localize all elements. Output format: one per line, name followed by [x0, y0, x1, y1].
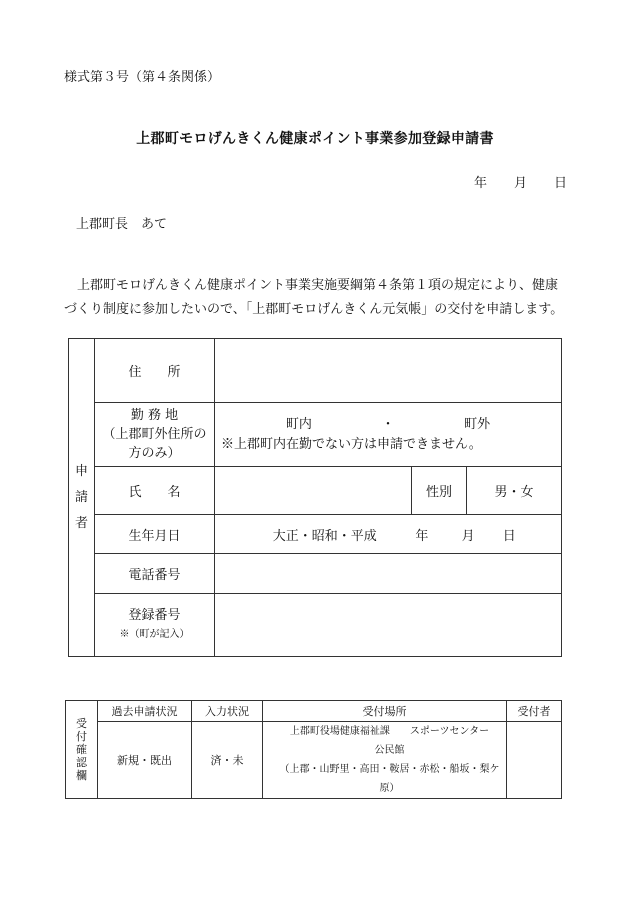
- workplace-note: ※上郡町内在勤でない方は申請できません。: [221, 436, 482, 452]
- birthdate-field[interactable]: [215, 515, 562, 554]
- date-month-label: 月: [514, 176, 528, 191]
- workplace-label-line-3: 方のみ）: [128, 446, 181, 461]
- receiver-field[interactable]: [507, 722, 562, 799]
- gender-label: 性別: [412, 467, 467, 515]
- birthdate-label: 生年月日: [95, 515, 215, 554]
- reception-places: [263, 722, 507, 799]
- workplace-label-line-1: 勤 務 地: [130, 408, 179, 423]
- header-input-status: 入力状況: [192, 701, 263, 722]
- applicant-char-1: 申: [74, 463, 88, 479]
- phone-field[interactable]: [215, 554, 562, 594]
- registration-note: ※（町が記入）: [119, 629, 190, 640]
- past-status-value[interactable]: 新規・既出: [98, 722, 192, 799]
- statement-line-2: づくり制度に参加したいので、「上郡町モロげんきくん元気帳」の交付を申請します。: [64, 302, 564, 317]
- address-field[interactable]: [215, 339, 562, 403]
- birthdate-year-label: 年: [415, 528, 429, 544]
- workplace-in-option[interactable]: 町内: [285, 416, 312, 432]
- workplace-options: [215, 415, 561, 435]
- birthdate-day-label: 日: [502, 528, 516, 544]
- address-label: 住 所: [95, 339, 215, 403]
- date-year-label: 年: [474, 176, 488, 191]
- receipt-table: [65, 700, 562, 799]
- phone-label: 電話番号: [95, 554, 215, 594]
- workplace-field[interactable]: [215, 403, 562, 467]
- form-number: 様式第３号（第４条関係）: [64, 70, 221, 85]
- receipt-side-char-4: 認: [76, 756, 87, 769]
- birthdate-month-label: 月: [461, 528, 475, 544]
- gender-options[interactable]: 男・女: [467, 467, 562, 515]
- birthdate-eras[interactable]: 大正・昭和・平成: [272, 528, 377, 544]
- workplace-label: [95, 403, 215, 467]
- reception-places-line-1: 上郡町役場健康福祉課 スポーツセンター: [289, 726, 490, 737]
- workplace-out-option[interactable]: 町外: [464, 416, 491, 432]
- receipt-side-char-1: 受: [76, 717, 87, 730]
- applicant-section-label: [69, 339, 95, 657]
- name-field[interactable]: [215, 467, 412, 515]
- workplace-separator: ・: [381, 416, 395, 432]
- applicant-char-3: 者: [74, 515, 88, 531]
- workplace-label-line-2: （上郡町外住所の: [102, 427, 207, 442]
- reception-places-line-3: （上郡・山野里・高田・鞍居・赤松・船坂・梨ケ原）: [279, 764, 500, 794]
- header-reception-place: 受付場所: [263, 701, 507, 722]
- input-status-value[interactable]: 済・未: [192, 722, 263, 799]
- registration-label: [95, 594, 215, 657]
- receipt-side-char-3: 確: [76, 743, 87, 756]
- registration-label-text: 登録番号: [128, 608, 181, 623]
- receipt-side-label: [66, 701, 98, 799]
- applicant-table: [68, 338, 562, 657]
- form-title: 上郡町モロげんきくん健康ポイント事業参加登録申請書: [136, 131, 494, 147]
- addressee: 上郡町長 あて: [76, 217, 168, 232]
- name-label: 氏 名: [95, 467, 215, 515]
- receipt-side-char-5: 欄: [76, 769, 87, 782]
- date-day-label: 日: [554, 176, 568, 191]
- application-statement: [64, 274, 574, 322]
- receipt-side-char-2: 付: [76, 730, 87, 743]
- statement-line-1: 上郡町モロげんきくん健康ポイント事業実施要綱第４条第１項の規定により、健康: [77, 278, 559, 293]
- applicant-char-2: 請: [74, 489, 88, 505]
- reception-places-line-2: 公民館: [374, 745, 405, 756]
- registration-field[interactable]: [215, 594, 562, 657]
- header-past-status: 過去申請状況: [98, 701, 192, 722]
- header-receiver: 受付者: [507, 701, 562, 722]
